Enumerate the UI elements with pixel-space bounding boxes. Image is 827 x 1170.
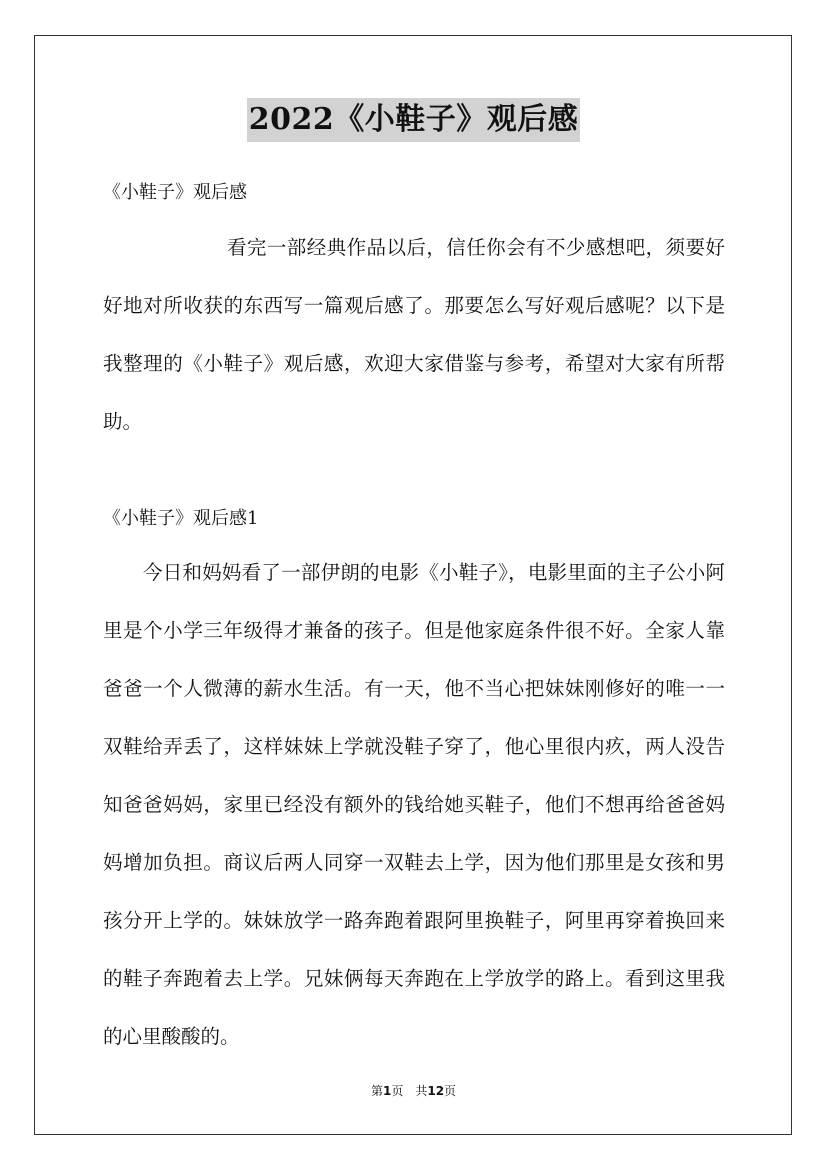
intro-paragraph: 看完一部经典作品以后，信任你会有不少感想吧，须要好好地对所收获的东西写一篇观后感了。那要怎么写好观后感呢？以下是我整理的《小鞋子》观后感，欢迎大家借鉴与参考，希望对大家有所帮助。 <box>103 236 725 433</box>
page-footer <box>0 1082 827 1099</box>
document-title: 2022《小鞋子》观后感 <box>247 98 581 142</box>
essay-1-body: 今日和妈妈看了一部伊朗的电影《小鞋子》，电影里面的主子公小阿里是个小学三年级得才兼备的孩子。但是他家庭条件很不好。全家人靠爸爸一个人微薄的薪水生活。有一天，他不当心把妹妹刚修好的唯一一双鞋给弄丢了，这样妹妹上学就没鞋子穿了，他心里很内疚，两人没告知爸爸妈妈，家里已经没有额外的钱给她买鞋子，他们不想再给爸爸妈妈增加负担。商议后两人同穿一双鞋去上学，因为他们那里是女孩和男孩分开上学的。妹妹放学一路奔跑着跟阿里换鞋子，阿里再穿着换回来的鞋子奔跑着去上学。兄妹俩每天奔跑在上学放学的路上。看到这里我的心里酸酸的。 <box>103 561 725 1048</box>
total-prefix: 共 <box>415 1084 428 1098</box>
section-heading: 《小鞋子》观后感 <box>103 182 247 203</box>
page-total: 12 <box>427 1084 445 1098</box>
page-current: 1 <box>382 1084 392 1098</box>
page-prefix: 第 <box>370 1084 383 1098</box>
page-suffix: 页 <box>391 1084 404 1098</box>
total-suffix: 页 <box>444 1084 457 1098</box>
essay-1-heading: 《小鞋子》观后感1 <box>103 508 259 529</box>
title-container <box>0 98 827 142</box>
